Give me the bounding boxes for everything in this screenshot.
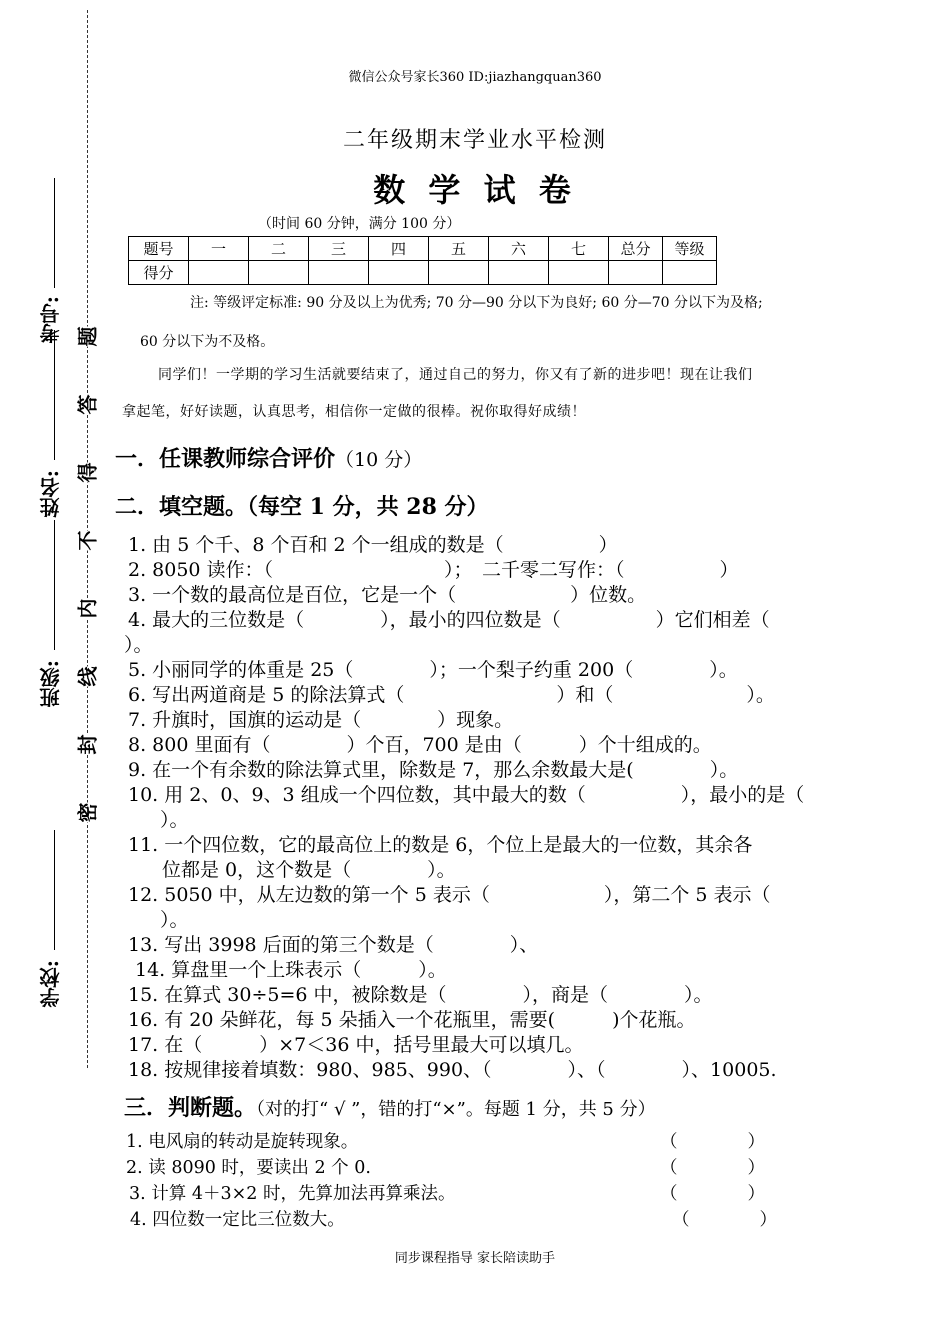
judge-question: 2. 读 8090 时，要读出 2 个 0. [126, 1158, 371, 1178]
wechat-note: 微信公众号家长360 ID:jiazhangquan360 [348, 70, 602, 85]
section1-title: 一．任课教师综合评价 [115, 446, 336, 472]
seal-char: 不 [72, 531, 101, 551]
fill-question: 16. 有 20 朵鲜花，每 5 朵插入一个花瓶里，需要( )个花瓶。 [128, 1009, 696, 1031]
judge-answer-bracket[interactable]: （ ） [660, 1132, 765, 1152]
score-cell[interactable] [249, 261, 309, 285]
seal-char: 得 [72, 463, 101, 483]
score-header-cell: 一 [189, 237, 249, 261]
score-cell[interactable] [369, 261, 429, 285]
score-header-cell: 等级 [663, 237, 717, 261]
fill-question: 12. 5050 中，从左边数的第一个 5 表示（ ），第二个 5 表示（ [128, 884, 771, 906]
fill-question: 15. 在算式 30÷5=6 中，被除数是（ ），商是（ ）。 [128, 984, 713, 1006]
score-cell[interactable] [189, 261, 249, 285]
fill-question: 4. 最大的三位数是（ ），最小的四位数是（ ）它们相差（ [128, 609, 770, 631]
score-table [128, 236, 717, 285]
score-header-cell: 四 [369, 237, 429, 261]
judge-answer-bracket[interactable]: （ ） [660, 1158, 765, 1178]
name-blank [54, 330, 55, 460]
score-cell[interactable] [663, 261, 717, 285]
name-label: 姓名: [39, 470, 63, 518]
score-header-cell: 三 [309, 237, 369, 261]
exam-title: 数 学 试 卷 [373, 171, 577, 209]
score-header-cell: 七 [549, 237, 609, 261]
section2-title: 二．填空题。（每空 1 分，共 28 分） [115, 494, 489, 520]
score-cell[interactable] [429, 261, 489, 285]
seal-char: 内 [72, 599, 101, 619]
fill-question: 1. 由 5 个千、8 个百和 2 个一组成的数是（ ） [128, 534, 618, 556]
score-header-cell: 总分 [609, 237, 663, 261]
score-cell[interactable] [549, 261, 609, 285]
judge-answer-bracket[interactable]: （ ） [660, 1184, 765, 1204]
judge-question: 3. 计算 4＋3×2 时，先算加法再算乘法。 [129, 1184, 456, 1204]
score-header-cell: 六 [489, 237, 549, 261]
school-blank [54, 830, 55, 950]
fill-question: 8. 800 里面有（ ）个百，700 是由（ ）个十组成的。 [128, 734, 712, 756]
exam-number-label: 考号: [39, 296, 63, 344]
fill-question-cont: ）。 [160, 809, 189, 831]
score-cell[interactable] [489, 261, 549, 285]
fill-question: 10. 用 2、0、9、3 组成一个四位数，其中最大的数（ ），最小的是（ [128, 784, 805, 806]
fill-question-cont: ）。 [124, 634, 153, 656]
school-label: 学校: [39, 960, 63, 1008]
section1-points: （10 分） [335, 449, 423, 471]
seal-char: 封 [72, 735, 101, 755]
score-header-cell: 五 [429, 237, 489, 261]
grading-note-line1: 注: 等级评定标准: 90 分及以上为优秀; 70 分—90 分以下为良好; 60 分—70 分以下为及格; [190, 295, 763, 311]
section3-title: 三．判断题。 [124, 1095, 257, 1121]
fill-question-cont: 位都是 0，这个数是（ ）。 [162, 859, 456, 881]
score-row-label: 得分 [129, 261, 189, 285]
intro-line2: 拿起笔，好好读题，认真思考，相信你一定做的很棒。祝你取得好成绩！ [122, 404, 586, 420]
fill-question: 6. 写出两道商是 5 的除法算式（ ）和（ ）。 [128, 684, 775, 706]
score-header-cell: 二 [249, 237, 309, 261]
fill-question: 2. 8050 读作：（ ）； 二千零二写作：（ ） [128, 559, 739, 581]
seal-char: 线 [72, 667, 101, 687]
judge-answer-bracket[interactable]: （ ） [672, 1210, 777, 1230]
section1-heading [115, 442, 422, 473]
class-label: 班级: [39, 660, 63, 708]
grading-note-line2: 60 分以下为不及格。 [140, 334, 275, 350]
footer-text: 同步课程指导 家长陪读助手 [394, 1251, 556, 1266]
seal-char: 答 [72, 395, 101, 415]
section3-hint: （对的打“ √ ”，错的打“×”。每题 1 分，共 5 分） [256, 1099, 656, 1120]
fill-question: 9. 在一个有余数的除法算式里，除数是 7，那么余数最大是( ）。 [128, 759, 739, 781]
score-cell[interactable] [309, 261, 369, 285]
seal-char: 题 [72, 327, 101, 347]
fill-question: 7. 升旗时，国旗的运动是（ ）现象。 [128, 709, 514, 731]
fill-question-cont: ）。 [160, 909, 189, 931]
exam-subtitle: 二年级期末学业水平检测 [342, 128, 607, 153]
fill-question: 17. 在（ ）×7＜36 中，括号里最大可以填几。 [128, 1034, 584, 1056]
fill-question: 3. 一个数的最高位是百位，它是一个（ ）位数。 [128, 584, 647, 606]
score-table-header-row [129, 237, 717, 261]
fill-question: 11. 一个四位数，它的最高位上的数是 6，个位上是最大的一位数，其余各 [128, 834, 753, 856]
fill-question: 13. 写出 3998 后面的第三个数是（ ）、 [128, 934, 539, 956]
score-table-score-row [129, 261, 717, 285]
fill-question: 14. 算盘里一个上珠表示（ ）。 [135, 959, 447, 981]
intro-line1: 同学们！一学期的学习生活就要结束了，通过自己的努力，你又有了新的进步吧！现在让我们 [158, 367, 753, 383]
fill-question: 5. 小丽同学的体重是 25（ ）；一个梨子约重 200（ ）。 [128, 659, 738, 681]
fill-question: 18. 按规律接着填数：980、985、990、（ ）、（ ）、10005. [128, 1059, 777, 1081]
section3-heading [124, 1091, 656, 1122]
judge-question: 4. 四位数一定比三位数大。 [130, 1210, 345, 1230]
class-blank [54, 520, 55, 650]
score-cell[interactable] [609, 261, 663, 285]
judge-question: 1. 电风扇的转动是旋转现象。 [126, 1132, 359, 1152]
score-header-cell: 题号 [129, 237, 189, 261]
seal-char: 密 [72, 803, 101, 823]
time-note: （时间 60 分钟，满分 100 分） [258, 216, 461, 232]
